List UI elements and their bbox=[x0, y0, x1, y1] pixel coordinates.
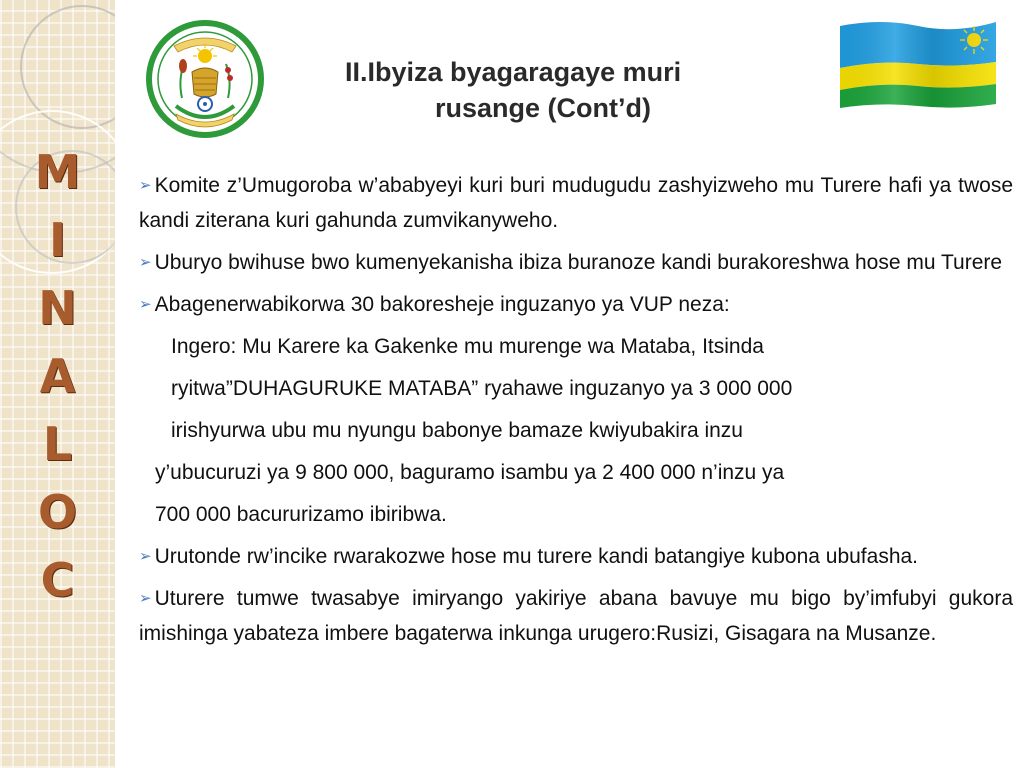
bullet-text: Komite z’Umugoroba w’ababyeyi kuri buri mudugudu zashyizweho mu Turere hafi ya twose kandi ziterana kuri gahunda zumvikanyweho. bbox=[139, 174, 1013, 232]
rwanda-flag-icon bbox=[836, 18, 998, 108]
slide-title bbox=[290, 54, 810, 126]
sidebar-letter: I bbox=[48, 213, 67, 267]
arrow-right-icon: ➢ bbox=[139, 254, 152, 271]
bullet-text: Uturere tumwe twasabye imiryango yakiriye abana bavuye mu bigo by’imfubyi gukora imishinga yabateza imbere bagaterwa inkunga urugero:Rusizi, Gisagara na Musanze. bbox=[139, 587, 1013, 645]
rwanda-coat-of-arms-icon bbox=[146, 20, 264, 138]
example-line: irishyurwa ubu mu nyungu babonye bamaze kwiyubakira inzu bbox=[171, 419, 743, 442]
bullet-text: Uburyo bwihuse bwo kumenyekanisha ibiza buranoze kandi burakoreshwa hose mu Turere bbox=[154, 251, 1003, 274]
bullet-text: Abagenerwabikorwa 30 bakoresheje inguzanyo ya VUP neza: bbox=[154, 293, 730, 316]
title-line-1: II.Ibyiza byagaragaye muri bbox=[345, 57, 682, 87]
example-line: ryitwa”DUHAGURUKE MATABA” ryahawe inguzanyo ya 3 000 000 bbox=[171, 377, 793, 400]
list-item bbox=[139, 287, 1013, 322]
sidebar-letter: L bbox=[42, 417, 73, 471]
example-line: Ingero: Mu Karere ka Gakenke mu murenge wa Mataba, Itsinda bbox=[171, 335, 764, 358]
sidebar-letter: C bbox=[40, 553, 75, 607]
arrow-right-icon: ➢ bbox=[139, 590, 152, 607]
arrow-right-icon: ➢ bbox=[139, 548, 152, 565]
list-item bbox=[139, 581, 1013, 651]
example-line: y’ubucuruzi ya 9 800 000, baguramo isambu ya 2 400 000 n’inzu ya bbox=[155, 461, 785, 484]
slide-body bbox=[139, 168, 1013, 658]
sidebar-letter: M bbox=[34, 145, 81, 199]
bullet-text: Urutonde rw’incike rwarakozwe hose mu turere kandi batangiye kubona ubufasha. bbox=[154, 545, 919, 568]
sidebar-letter: O bbox=[37, 485, 78, 539]
arrow-right-icon: ➢ bbox=[139, 296, 152, 313]
list-item bbox=[139, 245, 1013, 280]
minaloc-vertical-text bbox=[0, 138, 115, 614]
example-line: 700 000 bacururizamo ibiribwa. bbox=[155, 503, 447, 526]
sidebar-letter: N bbox=[38, 281, 77, 335]
arrow-right-icon: ➢ bbox=[139, 177, 152, 194]
sidebar-letter: A bbox=[39, 349, 76, 403]
list-item bbox=[139, 539, 1013, 574]
list-item bbox=[139, 168, 1013, 238]
minaloc-sidebar bbox=[0, 0, 115, 768]
title-line-2: rusange (Cont’d) bbox=[435, 93, 651, 123]
